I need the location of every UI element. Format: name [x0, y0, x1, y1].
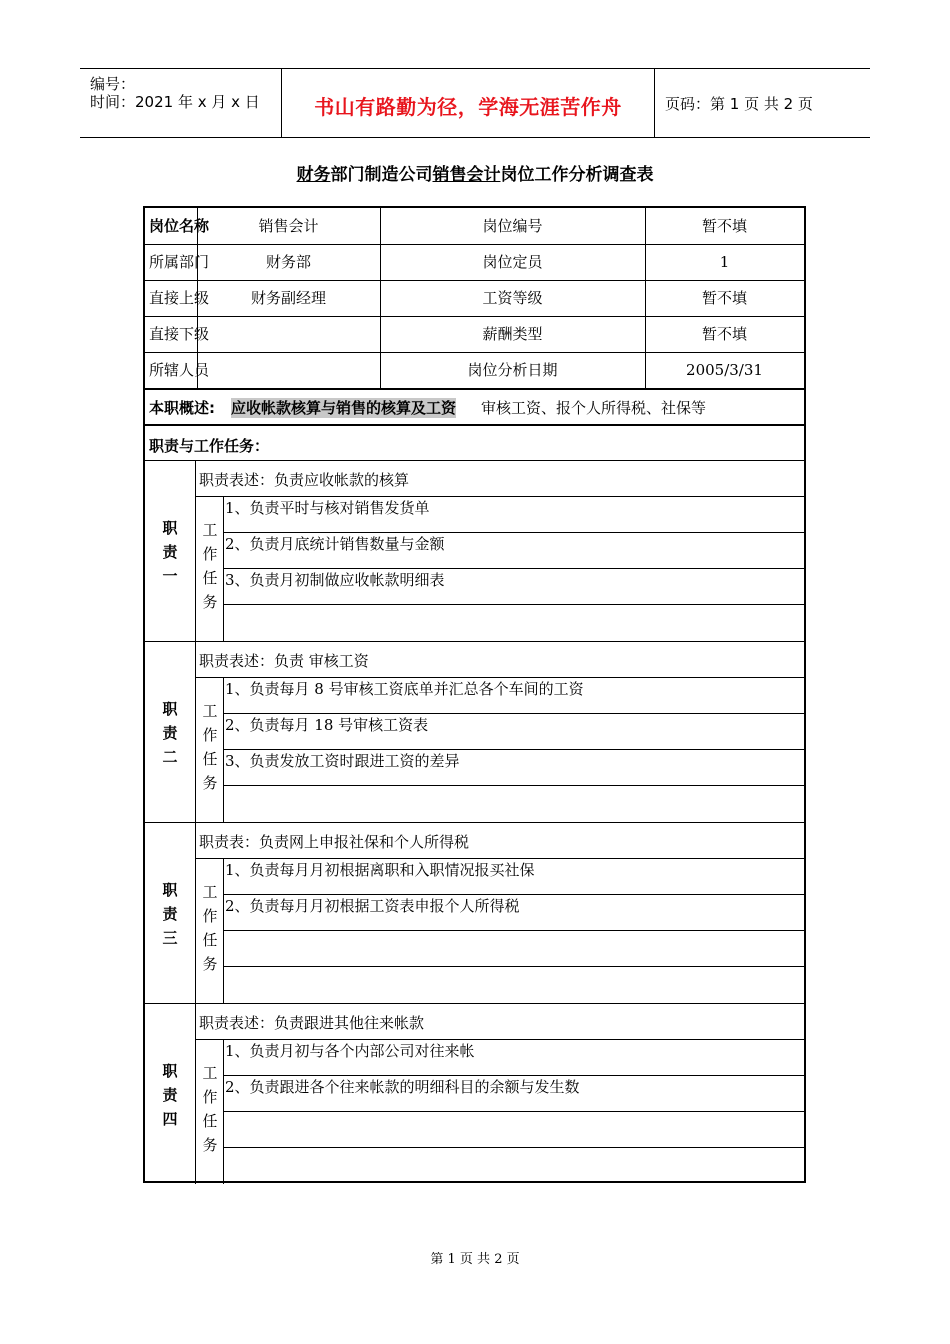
info-row-divider: [145, 244, 804, 245]
task-row-divider: [223, 1111, 804, 1112]
info-row-divider: [145, 316, 804, 317]
task-item: 1、负责平时与核对销售发货单: [225, 499, 430, 517]
info-value: 销售会计: [258, 217, 319, 235]
duty-label-char: 二: [162, 748, 178, 766]
info-label: 所属部门: [149, 253, 210, 271]
work-tasks-char: 工: [202, 702, 218, 720]
duty-desc-divider: [195, 677, 804, 678]
duty-label-char: 责: [162, 905, 178, 923]
work-tasks-char: 任: [202, 1112, 218, 1130]
task-item: 2、负责每月 18 号审核工资表: [225, 716, 429, 734]
info-label: 直接上级: [149, 289, 210, 307]
duty-description: 职责表述：负责跟进其他往来帐款: [199, 1014, 425, 1032]
duty-label-char: 职: [162, 519, 178, 537]
duty-desc-divider: [195, 1039, 804, 1040]
title-suffix: 岗位工作分析调查表: [500, 165, 654, 185]
work-tasks-char: 作: [202, 1088, 218, 1106]
info-label: 岗位定员: [482, 253, 543, 271]
summary-rest: 审核工资、报个人所得税、社保等: [481, 399, 707, 417]
info-label: 所辖人员: [149, 361, 210, 379]
task-row-divider: [223, 713, 804, 714]
time-label: 时间：2021 年 x 月 x 日: [90, 93, 260, 111]
duty-label-char: 责: [162, 724, 178, 742]
duty-label: [145, 516, 195, 588]
duty-description: 职责表：负责网上申报社保和个人所得税: [199, 833, 470, 851]
duty-col-divider: [195, 1003, 196, 1184]
duty-col-divider: [195, 641, 196, 822]
info-row-divider: [145, 280, 804, 281]
info-value: 暂不填: [701, 217, 747, 235]
duty-label: [145, 697, 195, 769]
task-item: 2、负责月底统计销售数量与金额: [225, 535, 445, 553]
info-label: 直接下级: [149, 325, 210, 343]
duty-description: 职责表述：负责 审核工资: [199, 652, 369, 670]
work-tasks-label: [197, 880, 223, 976]
motto-text: 书山有路勤为径，学海无涯苦作舟: [314, 95, 622, 119]
analysis-form: [143, 206, 806, 1183]
header-meta-cell: [80, 69, 282, 137]
document-header: [80, 68, 870, 138]
work-tasks-char: 工: [202, 521, 218, 539]
header-motto-cell: [282, 69, 655, 137]
work-tasks-char: 作: [202, 726, 218, 744]
work-tasks-char: 任: [202, 750, 218, 768]
info-row-divider: [145, 388, 804, 390]
work-tasks-char: 工: [202, 1064, 218, 1082]
duty-label-char: 职: [162, 700, 178, 718]
task-row-divider: [223, 930, 804, 931]
duty-label-char: 一: [162, 567, 178, 585]
info-value: 2005/3/31: [686, 361, 763, 379]
work-tasks-char: 作: [202, 907, 218, 925]
duty-label-char: 职: [162, 1062, 178, 1080]
duty-label: [145, 1059, 195, 1131]
page-footer: 第 1 页 共 2 页: [430, 1252, 520, 1267]
info-label: 工资等级: [482, 289, 543, 307]
task-item: 2、负责跟进各个往来帐款的明细科目的余额与发生数: [225, 1078, 580, 1096]
header-page-cell: [655, 69, 870, 137]
duty-label-char: 责: [162, 1086, 178, 1104]
title-position: 销售会计: [432, 165, 501, 185]
duty-desc-divider: [195, 496, 804, 497]
task-row-divider: [223, 785, 804, 786]
task-row-divider: [223, 568, 804, 569]
title-dept: 财务: [296, 165, 331, 185]
info-value: 财务部: [265, 253, 311, 271]
work-tasks-char: 务: [202, 955, 218, 973]
task-row-divider: [223, 532, 804, 533]
duty-label-char: 三: [162, 929, 178, 947]
task-item: 1、负责每月 8 号审核工资底单并汇总各个车间的工资: [225, 680, 584, 698]
task-item: 1、负责月初与各个内部公司对往来帐: [225, 1042, 475, 1060]
work-tasks-char: 务: [202, 774, 218, 792]
duty-col-divider: [195, 460, 196, 641]
duty-description: 职责表述：负责应收帐款的核算: [199, 471, 410, 489]
work-tasks-char: 任: [202, 569, 218, 587]
task-item: 3、负责发放工资时跟进工资的差异: [225, 752, 460, 770]
duty-desc-divider: [195, 858, 804, 859]
task-item: 2、负责每月月初根据工资表申报个人所得税: [225, 897, 520, 915]
duties-header-divider: [145, 460, 804, 461]
work-tasks-char: 任: [202, 931, 218, 949]
info-value: 财务副经理: [250, 289, 326, 307]
duties-header: 职责与工作任务：: [149, 437, 270, 455]
summary-highlight: 应收帐款核算与销售的核算及工资: [231, 399, 457, 417]
work-tasks-char: 作: [202, 545, 218, 563]
work-tasks-label: [197, 1061, 223, 1157]
task-row-divider: [223, 1147, 804, 1148]
task-row-divider: [223, 1075, 804, 1076]
duty-block-divider: [145, 1003, 804, 1004]
page-info: 页码：第 1 页 共 2 页: [665, 95, 813, 113]
duty-block-divider: [145, 641, 804, 642]
task-item: 3、负责月初制做应收帐款明细表: [225, 571, 445, 589]
summary-divider: [145, 424, 804, 426]
info-row-divider: [145, 352, 804, 353]
info-value: 暂不填: [701, 325, 747, 343]
info-label: 岗位编号: [482, 217, 543, 235]
work-tasks-label: [197, 699, 223, 795]
task-row-divider: [223, 966, 804, 967]
page-title: [0, 160, 950, 185]
duty-label: [145, 878, 195, 950]
duty-label-char: 职: [162, 881, 178, 899]
work-tasks-label: [197, 518, 223, 614]
task-item: 1、负责每月月初根据离职和入职情况报买社保: [225, 861, 535, 879]
task-row-divider: [223, 604, 804, 605]
duty-block-divider: [145, 822, 804, 823]
task-row-divider: [223, 894, 804, 895]
info-value: 1: [719, 253, 730, 271]
info-label: 岗位名称: [149, 217, 210, 235]
work-tasks-char: 务: [202, 593, 218, 611]
serial-label: 编号：: [90, 75, 136, 93]
summary-label: 本职概述:: [149, 399, 215, 417]
info-label: 薪酬类型: [482, 325, 543, 343]
task-row-divider: [223, 749, 804, 750]
info-label: 岗位分析日期: [467, 361, 558, 379]
duty-label-char: 四: [162, 1110, 178, 1128]
title-company: 部门制造公司: [330, 165, 433, 185]
info-value: 暂不填: [701, 289, 747, 307]
work-tasks-char: 工: [202, 883, 218, 901]
duty-label-char: 责: [162, 543, 178, 561]
work-tasks-char: 务: [202, 1136, 218, 1154]
duty-col-divider: [195, 822, 196, 1003]
